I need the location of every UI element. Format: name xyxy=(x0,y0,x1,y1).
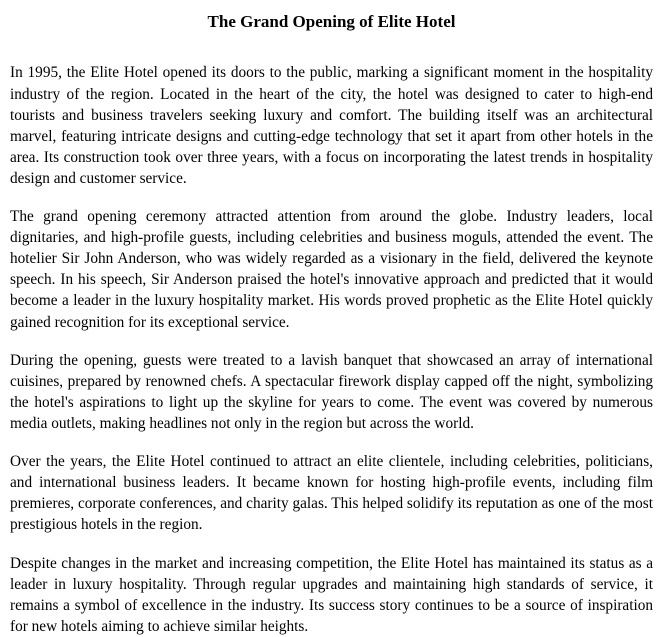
paragraph: The grand opening ceremony attracted attention from around the globe. Industry leaders, local dignitaries, and high-profile guests, including celebrities and business moguls, attended the event. The hotelier Sir John Anderson, who was widely regarded as a visionary in the field, delivered the keynote speech. In his speech, Sir Anderson praised the hotel's innovative approach and predicted that it would become a leader in the luxury hospitality market. His words proved prophetic as the Elite Hotel quickly gained recognition for its exceptional service. xyxy=(10,208,653,331)
paragraph: Over the years, the Elite Hotel continued to attract an elite clientele, including celebrities, politicians, and international business leaders. It became known for hosting high-profile events, including film premieres, corporate conferences, and charity galas. This helped solidify its reputation as one of the most prestigious hotels in the region. xyxy=(10,453,653,534)
document-body xyxy=(10,62,653,637)
paragraph: During the opening, guests were treated to a lavish banquet that showcased an array of international cuisines, prepared by renowned chefs. A spectacular firework display capped off the night, symbolizing the hotel's aspirations to light up the skyline for years to come. The event was covered by numerous media outlets, making headlines not only in the region but across the world. xyxy=(10,351,653,433)
paragraph: In 1995, the Elite Hotel opened its doors to the public, marking a significant moment in the hospitality industry of the region. Located in the heart of the city, the hotel was designed to cater to high-end tourists and business travelers seeking luxury and comfort. The building itself was an architectural marvel, featuring intricate designs and cutting-edge technology that set it apart from other hotels in the area. Its construction took over three years, with a focus on incorporating the latest trends in hospitality design and customer service. xyxy=(10,64,653,187)
page-title: The Grand Opening of Elite Hotel xyxy=(207,12,456,31)
paragraph: Despite changes in the market and increasing competition, the Elite Hotel has maintained its status as a leader in luxury hospitality. Through regular upgrades and maintaining high standards of service, it remains a symbol of excellence in the industry. Its success story continues to be a source of inspiration for new hotels aiming to achieve similar heights. xyxy=(10,554,653,635)
